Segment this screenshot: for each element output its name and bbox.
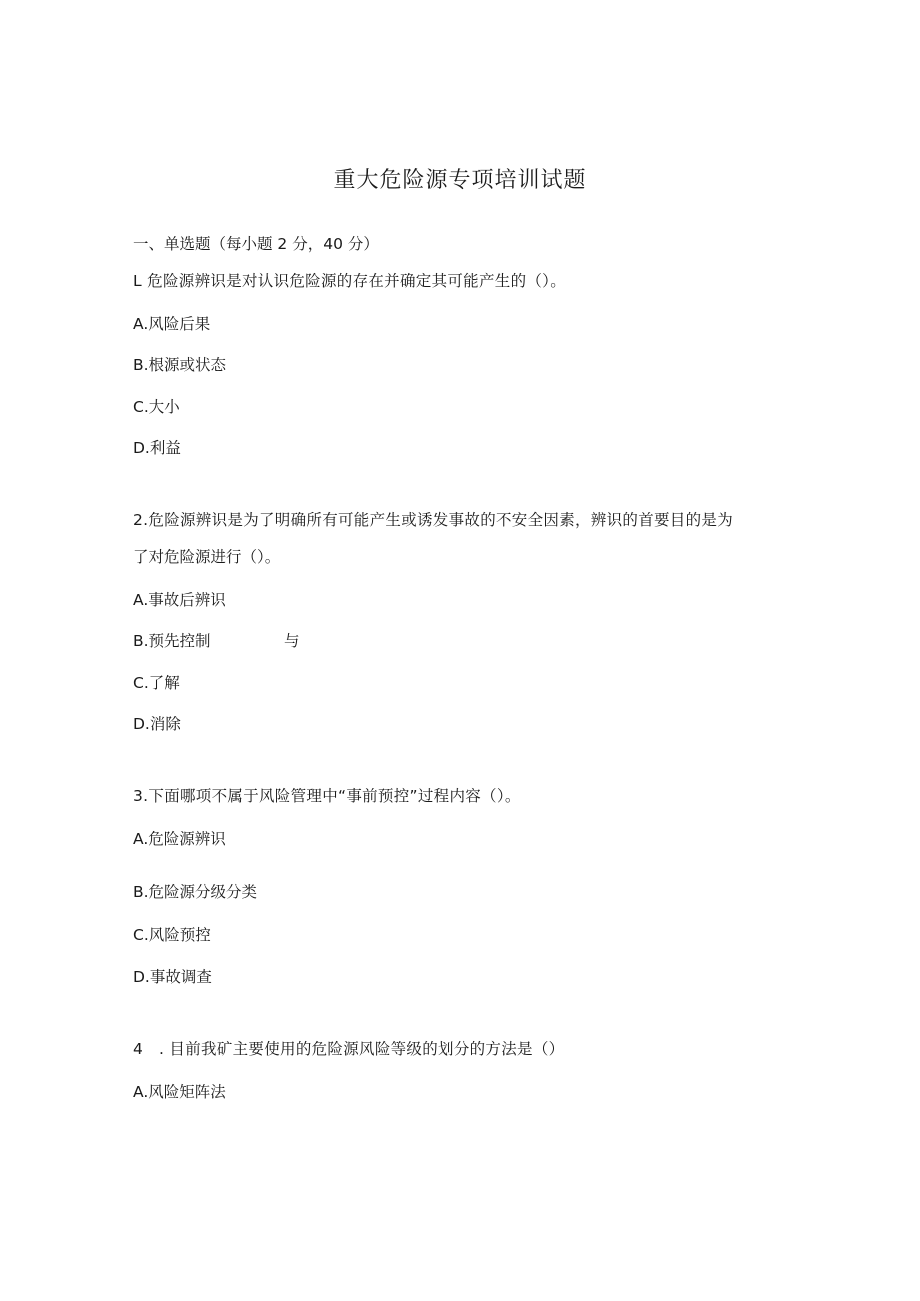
question-1-option-b: B.根源或状态 [133,356,227,374]
document-title: 重大危险源专项培训试题 [333,168,587,193]
question-3-option-d: D.事故调查 [133,968,212,986]
question-4-option-a: A.风险矩阵法 [133,1083,226,1101]
question-1-stem: L 危险源辨识是对认识危险源的存在并确定其可能产生的（）。 [133,272,567,290]
question-2-stem-line-2: 了对危险源进行（）。 [133,548,281,566]
question-3-stem: 3.下面哪项不属于风险管理中“事前预控”过程内容（）。 [133,787,521,805]
question-1-option-d: D.利益 [133,439,181,457]
question-2-stem-line-1: 2.危险源辨识是为了明确所有可能产生或诱发事故的不安全因素，辨识的首要目的是为 [133,511,733,529]
question-2-option-c: C.了解 [133,674,180,692]
section-heading: 一、单选题（每小题 2 分，40 分） [133,235,379,253]
question-2-option-a: A.事故后辨识 [133,591,226,609]
question-4-stem: 4 . 目前我矿主要使用的危险源风险等级的划分的方法是（） [133,1040,565,1058]
question-1-option-c: C.大小 [133,398,180,416]
question-3-option-b: B.危险源分级分类 [133,883,258,901]
question-2-option-d: D.消除 [133,715,181,733]
question-3-option-a: A.危险源辨识 [133,830,226,848]
question-3-option-c: C.风险预控 [133,926,211,944]
stray-character: 与 [284,632,300,650]
question-1-option-a: A.风险后果 [133,315,211,333]
question-2-option-b: B.预先控制 [133,632,211,650]
